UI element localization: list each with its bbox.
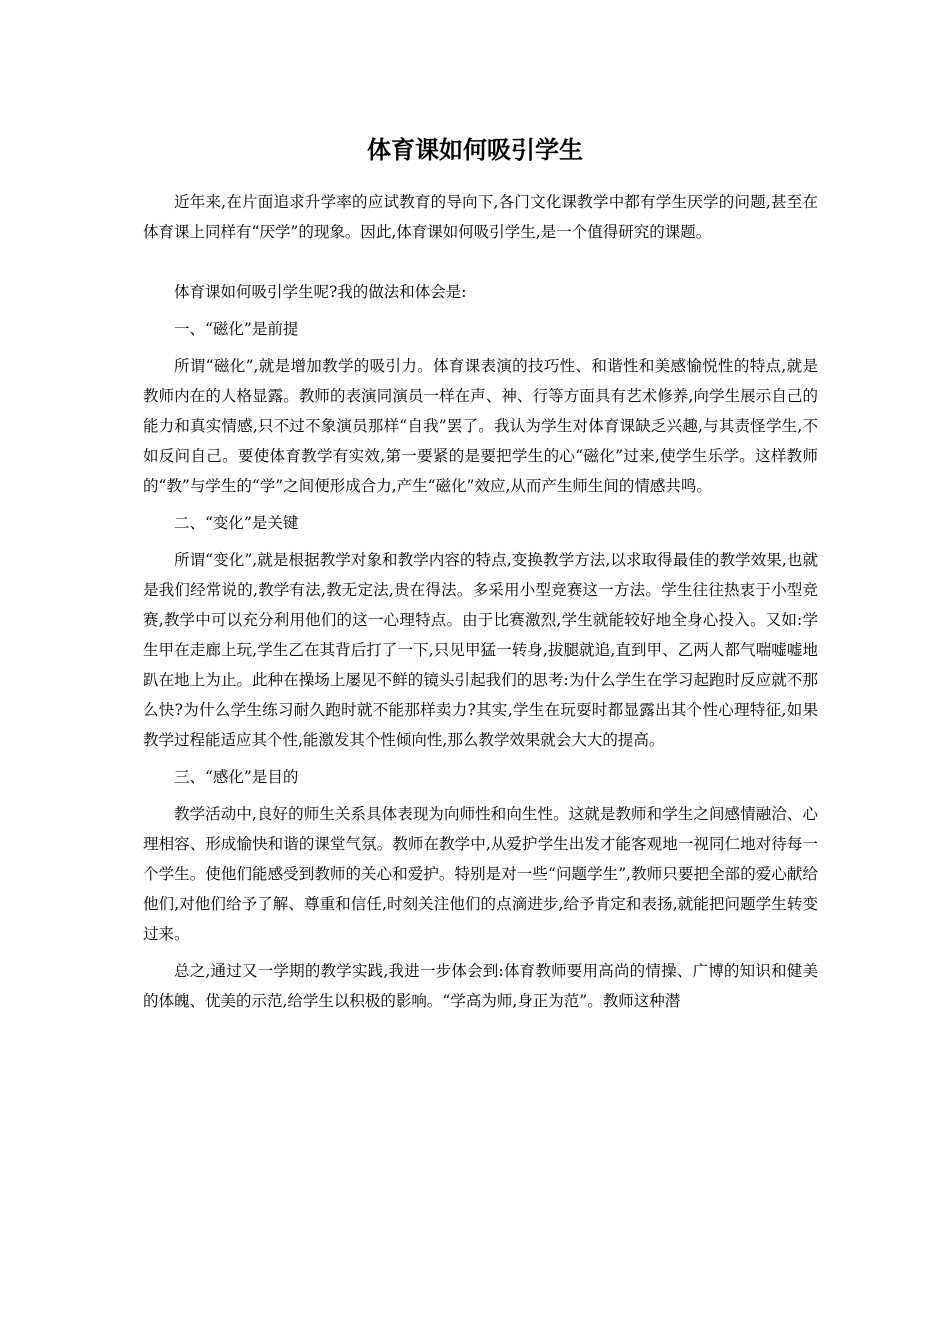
document-title: 体育课如何吸引学生 <box>367 135 583 164</box>
section-body-1: 所谓“磁化”,就是增加教学的吸引力。体育课表演的技巧性、和谐性和美感愉悦性的特点,就是教师内在的人格显露。教师的表演同演员一样在声、神、行等方面具有艺术修养,向学生展示自己的能力和真实情感,只不过不象演员那样“自我”罢了。我认为学生对体育课缺乏兴趣,与其责怪学生,不如反问自己。要使体育教学有实效,第一要紧的是要把学生的心“磁化”过来,使学生乐学。这样教师的“教”与学生的“学”之间便形成合力,产生“磁化”效应,从而产生师生间的情感共鸣。 <box>143 357 818 495</box>
section-heading-1: 一、“磁化”是前提 <box>174 320 299 338</box>
intro-paragraph: 近年来,在片面追求升学率的应试教育的导向下,各门文化课教学中都有学生厌学的问题,甚至在体育课上同样有“厌学”的现象。因此,体育课如何吸引学生,是一个值得研究的课题。 <box>143 193 818 241</box>
document-body <box>143 187 818 1023</box>
lead-paragraph: 体育课如何吸引学生呢?我的做法和体会是: <box>174 283 467 301</box>
section-heading-3: 三、“感化”是目的 <box>174 768 299 786</box>
section-heading-2: 二、“变化”是关键 <box>174 514 299 532</box>
section-body-2: 所谓“变化”,就是根据教学对象和教学内容的特点,变换教学方法,以求取得最佳的教学效果,也就是我们经常说的,教学有法,教无定法,贵在得法。多采用小型竞赛这一方法。学生往往热衷于小型竞赛,教学中可以充分利用他们的这一心理特点。由于比赛激烈,学生就能较好地全身心投入。又如:学生甲在走廊上玩,学生乙在其背后打了一下,只见甲猛一转身,拔腿就追,直到甲、乙两人都气喘嘘嘘地趴在地上为止。此种在操场上屡见不鲜的镜头引起我们的思考:为什么学生在学习起跑时反应就不那么快?为什么学生练习耐久跑时就不能那样卖力?其实,学生在玩耍时都显露出其个性心理特征,如果教学过程能适应其个性,能激发其个性倾向性,那么教学效果就会大大的提高。 <box>143 551 818 749</box>
conclusion-paragraph: 总之,通过又一学期的教学实践,我进一步体会到:体育教师要用高尚的情操、广博的知识和健美的体魄、优美的示范,给学生以积极的影响。“学高为师,身正为范”。教师这种潜 <box>143 962 818 1010</box>
section-body-3: 教学活动中,良好的师生关系具体表现为向师性和向生性。这就是教师和学生之间感情融洽、心理相容、形成愉快和谐的课堂气氛。教师在教学中,从爱护学生出发才能客观地一视同仁地对待每一个学生。使他们能感受到教师的关心和爱护。特别是对一些“问题学生”,教师只要把全部的爱心献给他们,对他们给予了解、尊重和信任,时刻关注他们的点滴进步,给予肯定和表扬,就能把问题学生转变过来。 <box>143 805 818 943</box>
